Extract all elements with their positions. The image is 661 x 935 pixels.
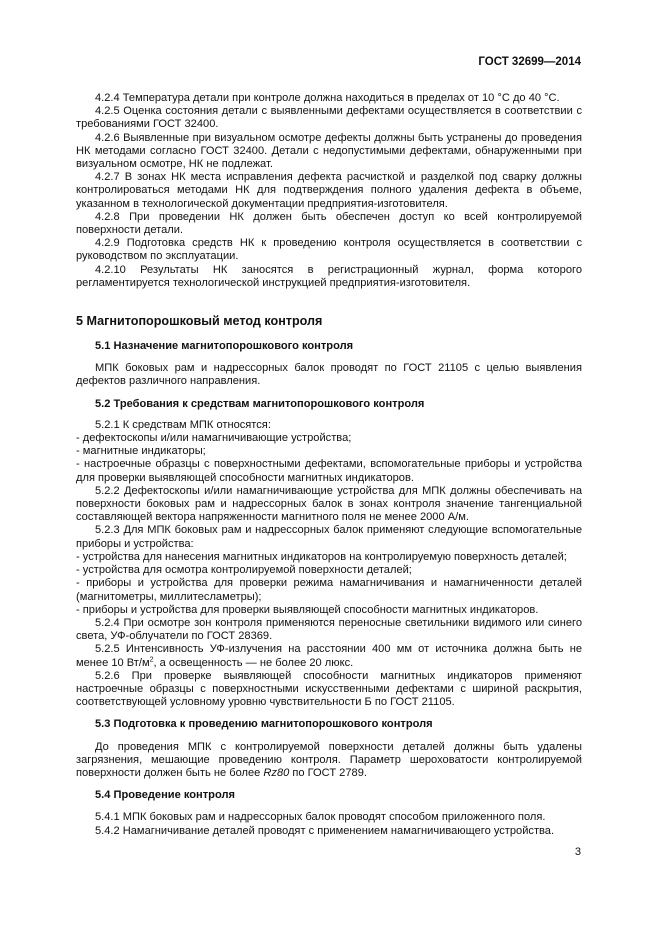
- subsection-5-3-heading: 5.3 Подготовка к проведению магнитопорошкового контроля: [95, 718, 433, 731]
- subsection-5-3-text-start: До проведения МПК с контролируемой поверхности деталей должны быть удалены загрязнения, мешающие проведению контроля. Параметр шероховатости контролируемой поверхности должен быть не более: [76, 740, 582, 779]
- clause-5-2-5: [76, 643, 582, 669]
- clause-4-2-6: 4.2.6 Выявленные при визуальном осмотре дефекты должны быть устранены до проведения НК методами согласно ГОСТ 32400. Детали с недопустимыми дефектами, обнаруженными при визуальном осмотре, НК не подлежат.: [76, 131, 582, 171]
- section-5-title: 5 Магнитопорошковый метод контроля: [76, 314, 323, 329]
- clause-5-2-1: 5.2.1 К средствам МПК относятся:: [95, 418, 271, 431]
- clause-4-2-7: 4.2.7 В зонах НК места исправления дефекта расчисткой и разделкой под сварку должны контролироваться методами НК для подтверждения полного удаления дефекта в объеме, указанном в технологической документации предприятия-изготовителя.: [76, 171, 582, 210]
- list-item: - приборы и устройства для проверки режима намагничивания и намагниченности деталей (магнитометры, миллитесламетры);: [76, 577, 582, 603]
- subsection-5-3-text-end: по ГОСТ 2789.: [289, 766, 367, 779]
- subsection-5-1-text: МПК боковых рам и надрессорных балок проводят по ГОСТ 21105 с целью выявления дефектов различного направления.: [76, 362, 582, 388]
- list-item: - дефектоскопы и/или намагничивающие устройства;: [76, 432, 352, 445]
- list-item: - магнитные индикаторы;: [76, 445, 206, 458]
- clause-4-2-9: 4.2.9 Подготовка средств НК к проведению контроля осуществляется в соответствии с руководством по эксплуатации.: [76, 237, 582, 263]
- clause-4-2-8: 4.2.8 При проведении НК должен быть обеспечен доступ ко всей контролируемой поверхности детали.: [76, 210, 582, 237]
- list-item: - настроечные образцы с поверхностными дефектами, вспомогательные приборы и устройства для проверки выявляющей способности магнитных индикаторов.: [76, 458, 582, 484]
- list-item: - устройства для нанесения магнитных индикаторов на контролируемую поверхность деталей;: [76, 550, 567, 563]
- clause-4-2-4: 4.2.4 Температура детали при контроле должна находиться в пределах от 10 °С до 40 °С.: [95, 92, 560, 104]
- list-item: - приборы и устройства для проверки выявляющей способности магнитных индикаторов.: [76, 603, 539, 616]
- clause-5-2-4: 5.2.4 При осмотре зон контроля применяются переносные светильники видимого или синего света, УФ-облучатели по ГОСТ 28369.: [76, 616, 582, 643]
- clause-5-4-2: 5.4.2 Намагничивание деталей проводят с применением намагничивающего устройства.: [95, 824, 555, 837]
- subsection-5-2-heading: 5.2 Требования к средствам магнитопорошкового контроля: [95, 397, 425, 410]
- list-item: - устройства для осмотра контролируемой поверхности деталей;: [76, 564, 412, 577]
- roughness-parameter: Rz80: [263, 766, 290, 779]
- clause-5-2-2: 5.2.2 Дефектоскопы и/или намагничивающие устройства для МПК должны обеспечивать на поверхности боковых рам и надрессорных балок в зонах контроля значение тангенциальной составляющей вектора напряженности магнитного поля не менее 2000 А/м.: [76, 484, 582, 524]
- document-body: [76, 92, 582, 838]
- subsection-5-1-heading: 5.1 Назначение магнитопорошкового контроля: [95, 340, 354, 353]
- clause-4-2-5: 4.2.5 Оценка состояния детали с выявленными дефектами осуществляется в соответствии с требованиями ГОСТ 32400.: [76, 105, 582, 131]
- subsection-5-4-heading: 5.4 Проведение контроля: [95, 789, 235, 802]
- clause-5-2-5-exponent: 2: [149, 655, 154, 663]
- clause-4-2-10: 4.2.10 Результаты НК заносятся в регистрационный журнал, форма которого регламентируется технологической инструкцией предприятия-изготовителя.: [76, 263, 582, 289]
- clause-5-2-5-text: 5.2.5 Интенсивность УФ-излучения на расстоянии 400 мм от источника должна быть не менее 10 Вт/м: [76, 643, 582, 669]
- page-number: 3: [574, 846, 581, 858]
- clause-5-2-3: 5.2.3 Для МПК боковых рам и надрессорных балок применяют следующие вспомогательные приборы и устройства:: [76, 524, 582, 550]
- clause-5-2-5-text-end: , а освещенность — не более 20 люкс.: [153, 656, 354, 669]
- clause-5-2-6: 5.2.6 При проверке выявляющей способности магнитных индикаторов применяют настроечные образцы с поверхностными искусственными дефектами с шириной раскрытия, соответствующей условному уровню чувствительности Б по ГОСТ 21105.: [76, 669, 582, 709]
- clause-5-4-1: 5.4.1 МПК боковых рам и надрессорных балок проводят способом приложенного поля.: [95, 811, 546, 824]
- document-code: ГОСТ 32699—2014: [478, 56, 581, 68]
- subsection-5-3-text: [76, 741, 582, 781]
